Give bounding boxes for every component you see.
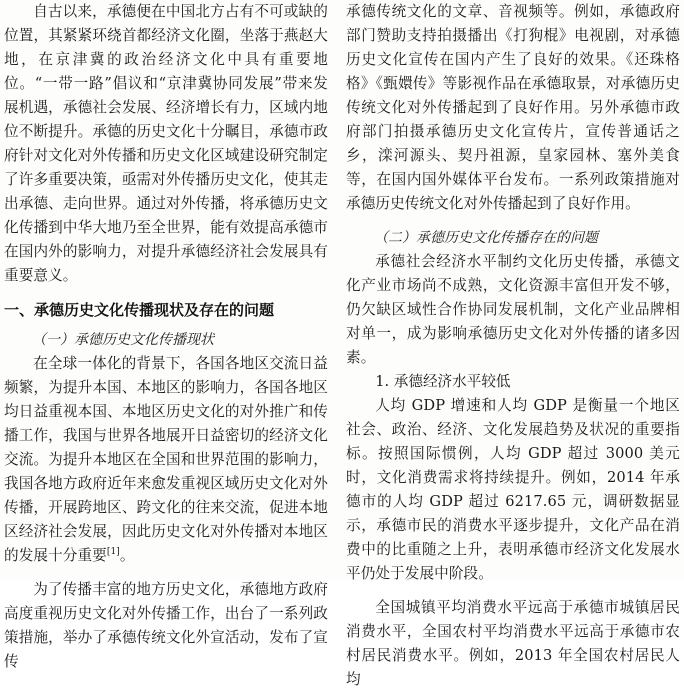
subsection-heading-problems: （二）承德历史文化传播存在的问题 — [374, 230, 598, 246]
policy-paragraph-continued: 承德传统文化的文章、音视频等。例如，承德政府部门赞助支持拍摄播出《打狗棍》电视剧，对承德历史文化宣传在国内产生了良好的效果。《还珠格格》《甄嬛传》等影视作品在承德取景，对承德历史传统文化对外传播起到了良好作用。另外承德市政府部门拍摄承德历史文化宣传片，宣传普通话之乡，滦河源头、契丹祖源，皇家园林、塞外美食等，在国内国外媒体平台发布。一系列政策措施对承德历史传统文化对外传播起到了良好作用。 — [346, 3, 680, 212]
item-heading-economy: 1. 承德经济水平较低 — [375, 373, 511, 390]
reference-marker: [1] — [106, 547, 120, 558]
status-paragraph-text: 在全球一体化的背景下，各国各地区交流日益频繁，为提升本国、本地区的影响力，各国各地区均日益重视本国、本地区历史文化的对外推广和传播工作，我国与世界各地展开日益密切的经济文化交流。为提升本地区在全国和世界范围的影响力，我国各地方政府近年来愈发重视区域历史文化对外传播，开展跨地区、跨文化的往来交流，促进本地区经济社会发展，因此历史文化对外传播对本地区的发展十分重要 — [4, 355, 328, 564]
section-heading-1: 一、承德历史文化传播现状及存在的问题 — [4, 301, 275, 319]
status-paragraph — [4, 352, 328, 568]
subsection-heading-current-status: （一）承德历史文化传播现状 — [32, 332, 214, 348]
consumption-paragraph: 全国城镇平均消费水平远高于承德市城镇居民消费水平，全国农村平均消费水平远高于承德市农村居民消费水平。例如，2013 年全国农村居民人均 — [346, 599, 680, 688]
status-paragraph-end: 。 — [119, 547, 135, 564]
problems-paragraph: 承德社会经济水平制约文化历史传播，承德文化产业市场尚不成熟，文化资源丰富但开发不够，仍欠缺区域性合作协同发展机制，文化产业品牌相对单一，成为影响承德历史文化对外传播的诸多因素。 — [346, 253, 680, 366]
policy-paragraph: 为了传播丰富的地方历史文化，承德地方政府高度重视历史文化对外传播工作，出台了一系列政策措施，举办了承德传统文化外宣活动，发布了宣传 — [4, 581, 328, 670]
right-column — [346, 0, 680, 692]
intro-paragraph: 自古以来，承德便在中国北方占有不可或缺的位置，其紧紧环绕首都经济文化圈，坐落于燕赵大地，在京津冀的政治经济文化中具有重要地位。“一带一路”倡议和“京津冀协同发展”带来发展机遇，承德社会发展、经济增长有力，区域内地位不断提升。承德的历史文化十分瞩目，承德市政府针对文化对外传播和历史文化区域建设研究制定了许多重要决策，亟需对外传播历史文化，使其走出承德、走向世界。通过对外传播，将承德历史文化传播到中华大地乃至全世界，能有效提高承德市在国内外的影响力，对提升承德经济社会发展具有重要意义。 — [4, 3, 328, 284]
left-column — [4, 0, 328, 674]
gdp-paragraph: 人均 GDP 增速和人均 GDP 是衡量一个地区社会、政治、经济、文化发展趋势及状况的重要指标。按照国际惯例，人均 GDP 超过 3000 美元时，文化消费需求将持续提升。例如，2014 年承德市的人均 GDP 超过 6217.65 元，调研数据显示，承德市民的消费水平逐步提升，文化产品在消费中的比重随之上升，表明承德市经济文化发展水平仍处于发展中阶段。 — [346, 397, 680, 582]
